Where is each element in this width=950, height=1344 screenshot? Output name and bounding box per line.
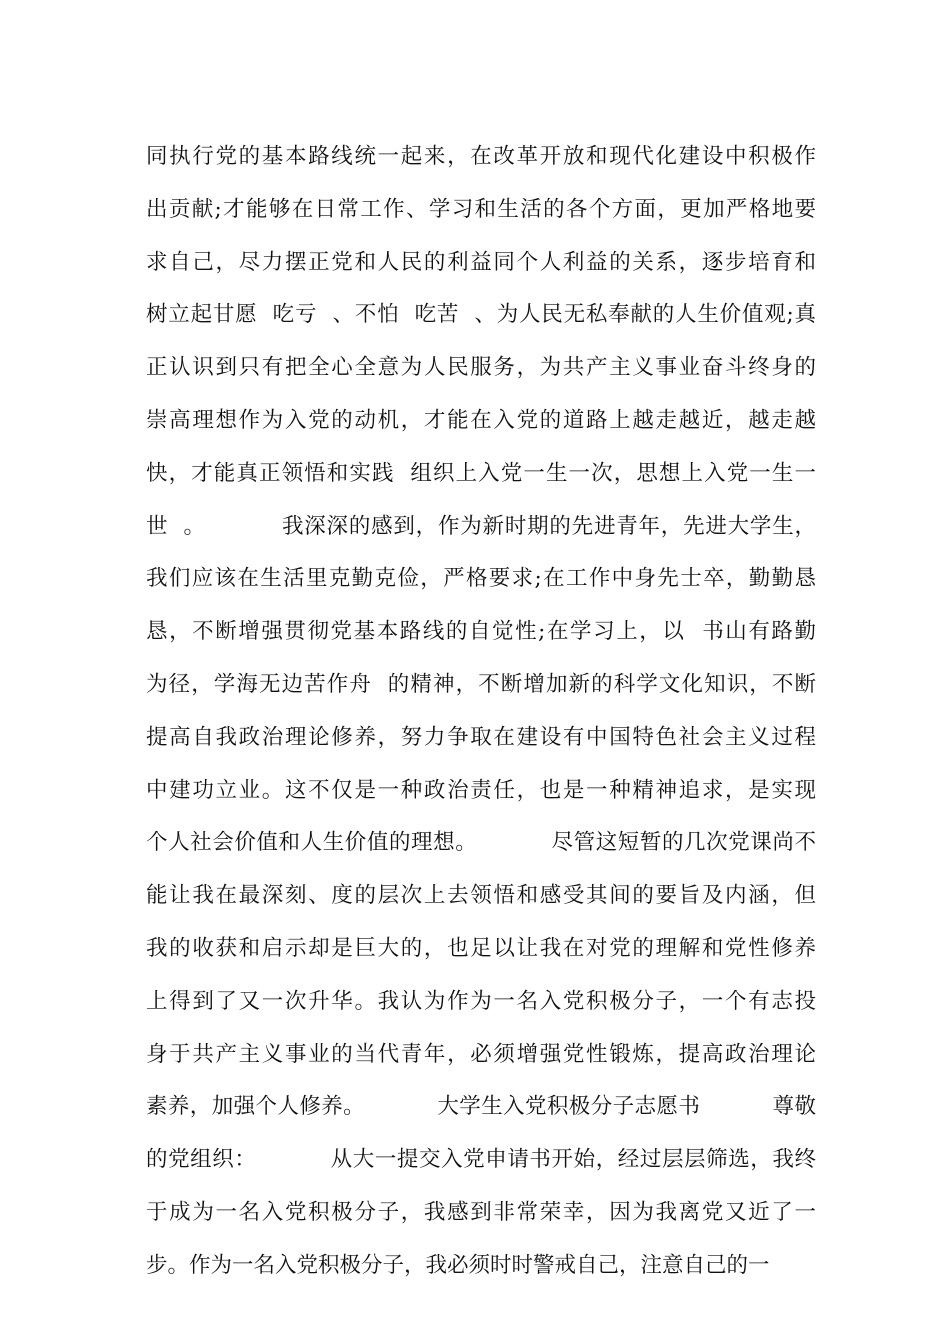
text-line: 我的收获和启示却是巨大的，也足以让我在对党的理解和党性修养	[146, 935, 816, 961]
text-line: 出贡献;才能够在日常工作、学习和生活的各个方面，更加严格地要	[146, 196, 816, 222]
text-line: 上得到了又一次升华。我认为作为一名入党积极分子，一个有志投	[146, 988, 816, 1014]
text-line: 求自己，尽力摆正党和人民的利益同个人利益的关系，逐步培育和	[146, 249, 816, 275]
text-line: 同执行党的基本路线统一起来，在改革开放和现代化建设中积极作	[146, 144, 816, 169]
text-line: 能让我在最深刻、度的层次上去领悟和感受其间的要旨及内涵，但	[146, 883, 816, 909]
body-text	[146, 131, 816, 1293]
text-line: 我们应该在生活里克勤克俭，严格要求;在工作中身先士卒，勤勤恳	[146, 566, 816, 592]
text-line: 的党组织： 从大一提交入党申请书开始，经过层层筛选，我终	[146, 1147, 816, 1173]
text-line: 素养，加强个人修养。 大学生入党积极分子志愿书 尊敬	[146, 1094, 816, 1120]
text-line: 树立起甘愿 吃亏 、不怕 吃苦 、为人民无私奉献的人生价值观;真	[146, 302, 816, 328]
text-line: 步。作为一名入党积极分子，我必须时时警戒自己，注意自己的一	[146, 1252, 770, 1278]
text-line: 世 。 我深深的感到，作为新时期的先进青年，先进大学生，	[146, 513, 816, 539]
text-line: 于成为一名入党积极分子，我感到非常荣幸，因为我离党又近了一	[146, 1199, 816, 1225]
text-line: 正认识到只有把全心全意为人民服务，为共产主义事业奋斗终身的	[146, 355, 816, 381]
text-line: 个人社会价值和人生价值的理想。 尽管这短暂的几次党课尚不	[146, 830, 816, 856]
text-line: 身于共产主义事业的当代青年，必须增强党性锻炼，提高政治理论	[146, 1041, 816, 1067]
text-line: 提高自我政治理论修养，努力争取在建设有中国特色社会主义过程	[146, 724, 816, 750]
text-line: 快，才能真正领悟和实践 组织上入党一生一次，思想上入党一生一	[146, 460, 816, 486]
text-line: 为径，学海无边苦作舟 的精神，不断增加新的科学文化知识，不断	[146, 671, 816, 697]
text-line: 崇高理想作为入党的动机，才能在入党的道路上越走越近，越走越	[146, 407, 816, 433]
text-line: 恳，不断增强贯彻党基本路线的自觉性;在学习上，以 书山有路勤	[146, 619, 816, 645]
text-line: 中建功立业。这不仅是一种政治责任，也是一种精神追求，是实现	[146, 777, 816, 803]
